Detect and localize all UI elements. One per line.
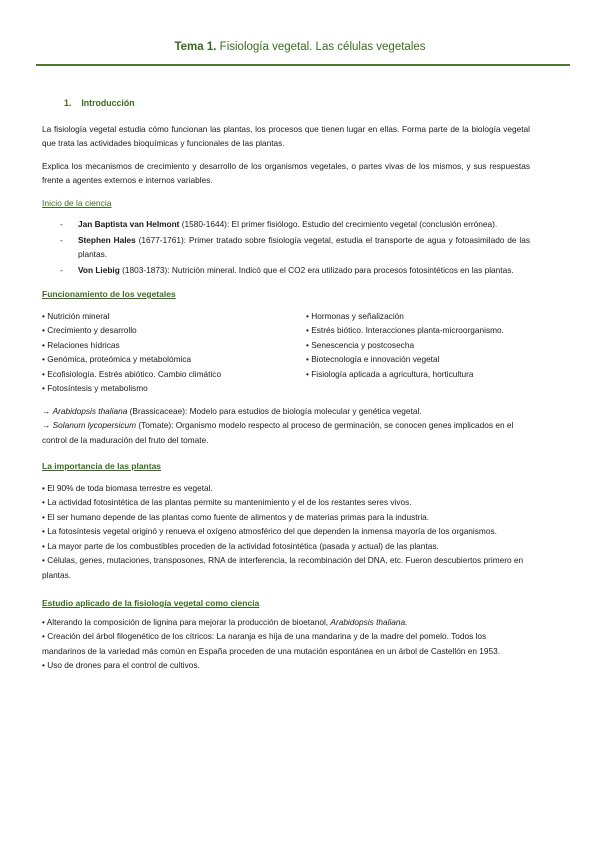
funcionamiento-columns	[42, 309, 530, 396]
page-header-title	[0, 41, 600, 53]
list-item: • Fotosíntesis y metabolismo	[42, 383, 148, 393]
section-number: 1.	[64, 98, 72, 108]
section-heading-introduccion	[64, 96, 530, 111]
species-name: Arabidopsis thaliana	[52, 405, 128, 416]
list-item: - Jan Baptista van Helmont (1580-1644): El primer fisiólogo. Estudio del crecimiento vegetal (conclusión errónea).	[60, 219, 498, 229]
list-item-text: • Alterando la composición de lignina para mejorar la producción de bioetanol,	[42, 616, 331, 627]
list-item: • Células, genes, mutaciones, transposones, RNA de interferencia, la recombinación del DNA, etc. Fueron descubiertos primero en plantas.	[42, 555, 524, 580]
section-title: Introducción	[81, 98, 135, 108]
scientist-name: Von Liebig	[78, 264, 120, 275]
subheading-inicio: Inicio de la ciencia	[42, 197, 112, 208]
list-item: • Hormonas y señalización	[306, 310, 404, 321]
list-item: • Creación del árbol filogenético de los cítricos: La naranja es hija de una mandarina y de la madre del pomelo. Todos los mandarinos de la variedad más común en España proceden de una mutación espontánea en un árbol de Castellón en 1953.	[42, 631, 501, 656]
list-item: • El ser humano depende de las plantas como fuente de alimentos y de materias primas para la industria.	[42, 511, 430, 522]
arrow-icon: →	[42, 420, 53, 430]
subheading-importancia: La importancia de las plantas	[42, 461, 162, 471]
list-item: - Von Liebig (1803-1873): Nutrición mineral. Indicó que el CO2 era utilizado para procesos fotosintéticos en las plantas.	[60, 264, 514, 275]
importancia-list	[42, 481, 530, 583]
species-name: Arabidopsis thaliana.	[330, 616, 408, 627]
list-item: • Ecofisiología. Estrés abiótico. Cambio climático	[42, 368, 222, 379]
species-name: Solanum lycopersicum	[52, 420, 137, 430]
list-item: • La fotosíntesis vegetal originó y renueva el oxígeno atmosférico del que dependen la inmensa mayoría de los organismos.	[42, 526, 497, 536]
list-item: - Stephen Hales (1677-1761): Primer tratado sobre fisiología vegetal, estudia el transporte de agua y fotoasimilado de las plantas.	[60, 234, 530, 259]
header-tema: Tema 1.	[174, 41, 217, 53]
list-item: • Nutrición mineral	[42, 310, 110, 321]
estudio-list	[42, 615, 530, 673]
subheading-estudio: Estudio aplicado de la fisiología vegetal como ciencia	[42, 598, 260, 608]
funcionamiento-left-column	[42, 309, 306, 396]
list-item: • Genómica, proteómica y metabolómica	[42, 354, 192, 364]
intro-paragraph-2: Explica los mecanismos de crecimiento y desarrollo de los organismos vegetales, o partes vivas de los mismos, y sus respuestas frente a agentes externos e internos variables.	[42, 160, 530, 185]
funcionamiento-right-column	[306, 309, 530, 396]
model-organism-arabidopsis	[42, 404, 530, 419]
model-organism-text: (Tomate): Organismo modelo respecto al proceso de germinación, se conocen genes implicados en el control de la maduración del fruto del tomate.	[42, 420, 514, 445]
scientist-name: Jan Baptista van Helmont	[78, 219, 180, 229]
list-item: • Senescencia y postcosecha	[306, 339, 415, 350]
scientist-name: Stephen Hales	[78, 234, 136, 245]
arrow-icon: →	[42, 405, 53, 416]
inicio-list	[42, 217, 530, 277]
list-item: • El 90% de toda biomasa terrestre es vegetal.	[42, 482, 213, 493]
header-divider	[36, 64, 570, 66]
list-item: • Biotecnología e innovación vegetal	[306, 354, 440, 364]
header-title-text: Fisiología vegetal. Las células vegetales	[219, 41, 426, 53]
list-item: • Estrés biótico. Interacciones planta-microorganismo.	[306, 325, 504, 335]
document-body	[42, 96, 530, 673]
list-item: • La actividad fotosintética de las plantas permite su mantenimiento y el de los restantes seres vivos.	[42, 497, 412, 507]
list-item: • Uso de drones para el control de cultivos.	[42, 660, 200, 670]
list-item: • La mayor parte de los combustibles proceden de la actividad fotosintética (pasada y actual) de las plantas.	[42, 540, 439, 551]
list-item: • Relaciones hídricas	[42, 339, 120, 350]
intro-paragraph-1: La fisiología vegetal estudia cómo funcionan las plantas, los procesos que tienen lugar en ellas. Forma parte de la biología vegetal que trata las actividades bioquímicas y funcionales de las plantas.	[42, 123, 530, 148]
model-organism-solanum	[42, 418, 530, 447]
list-item	[42, 615, 530, 630]
model-organism-text: (Brassicaceae): Modelo para estudios de biología molecular y genética vegetal.	[127, 405, 422, 416]
list-item-text: (1580-1644): El primer fisiólogo. Estudio del crecimiento vegetal (conclusión errónea).	[179, 219, 498, 229]
list-item-text: (1803-1873): Nutrición mineral. Indicó que el CO2 era utilizado para procesos fotosintéticos en las plantas.	[119, 264, 514, 275]
subheading-funcionamiento: Funcionamiento de los vegetales	[42, 289, 176, 299]
list-item: • Fisiología aplicada a agricultura, horticultura	[306, 368, 474, 379]
list-item: • Crecimiento y desarrollo	[42, 325, 137, 335]
list-item-text: (1677-1761): Primer tratado sobre fisiología vegetal, estudia el transporte de agua y fotoasimilado de las plantas.	[78, 234, 530, 259]
